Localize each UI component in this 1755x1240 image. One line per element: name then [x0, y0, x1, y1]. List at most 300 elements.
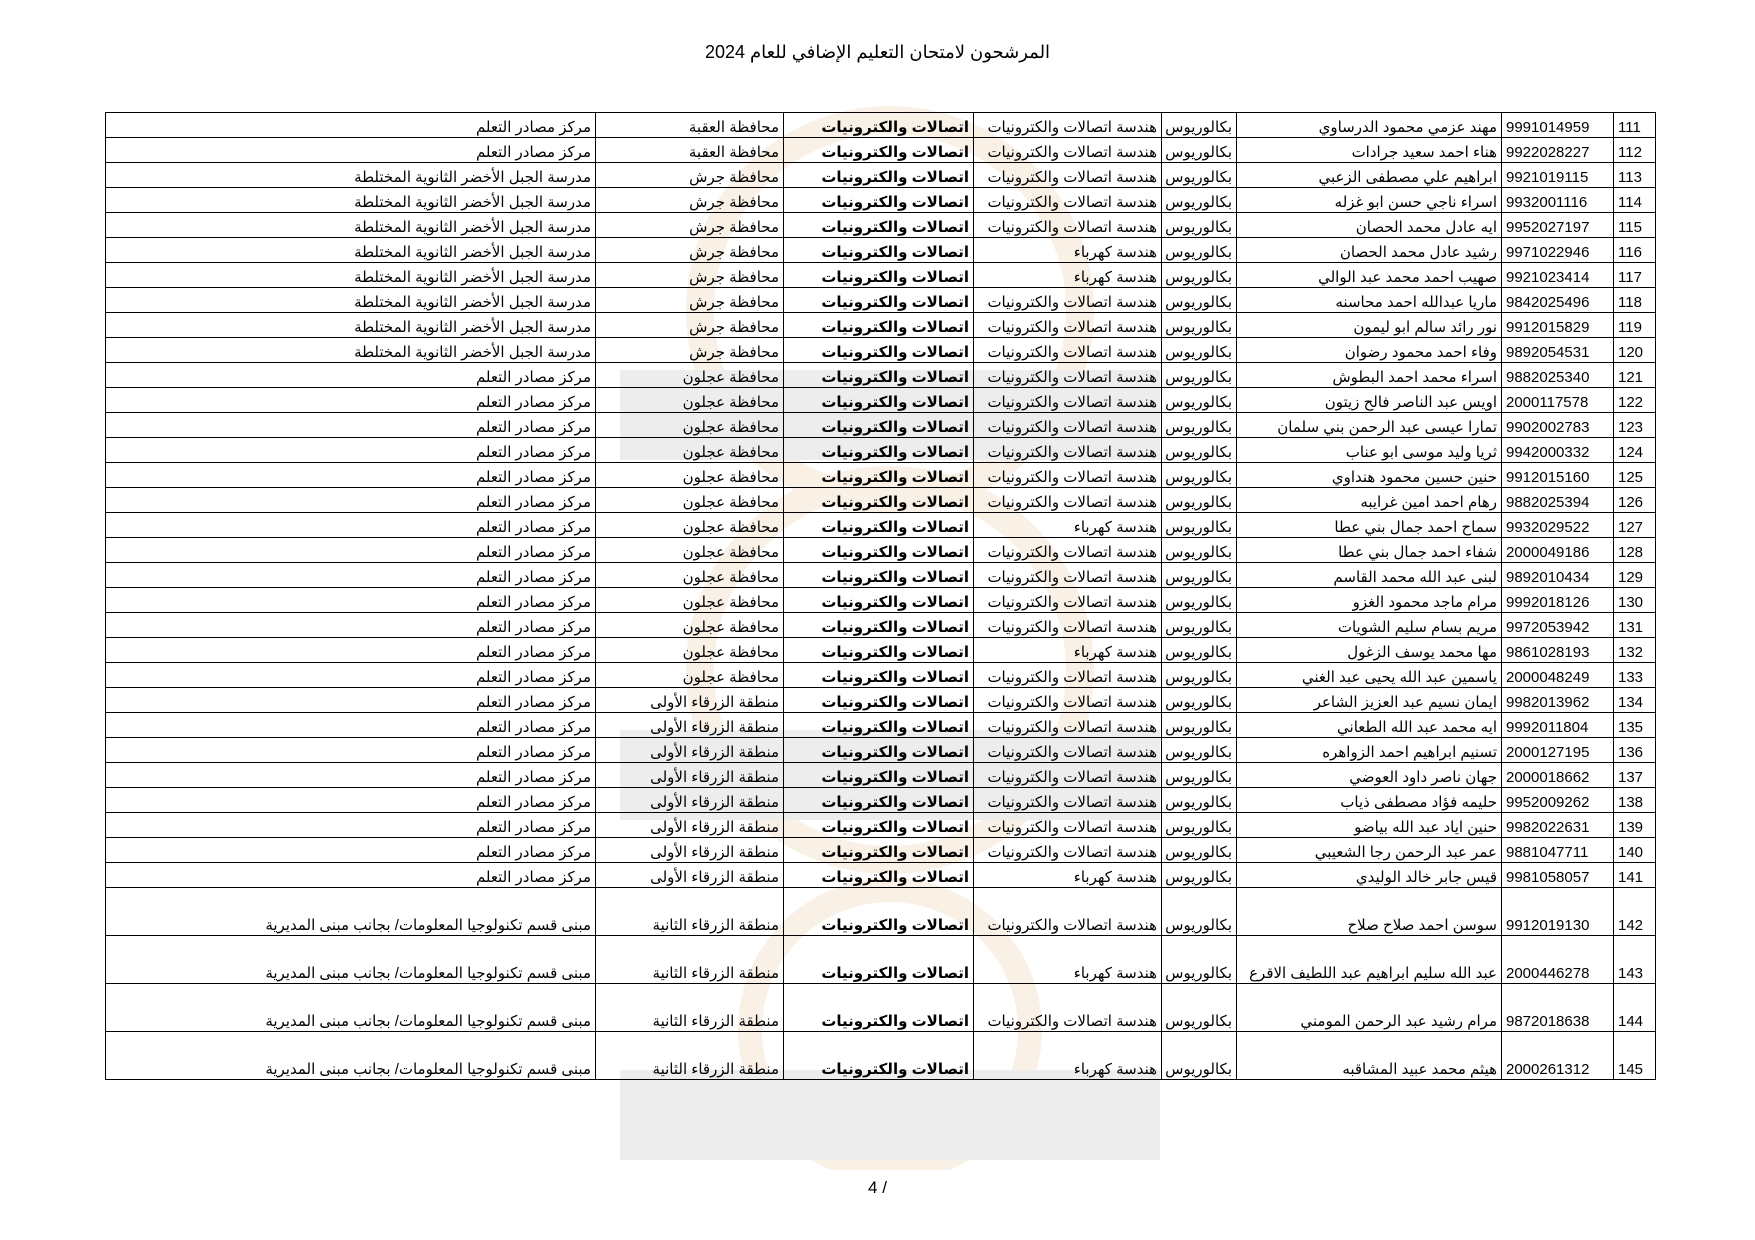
- exam-center-cell: مركز مصادر التعلم: [106, 513, 596, 538]
- exam-track-cell: اتصالات والكترونيات: [784, 188, 974, 213]
- candidate-name-cell: ثريا وليد موسى ابو عناب: [1237, 438, 1502, 463]
- degree-cell: بكالوريوس: [1162, 338, 1237, 363]
- degree-cell: بكالوريوس: [1162, 288, 1237, 313]
- table-row: [106, 388, 1656, 413]
- exam-center-cell: مركز مصادر التعلم: [106, 463, 596, 488]
- degree-cell: بكالوريوس: [1162, 984, 1237, 1032]
- degree-cell: بكالوريوس: [1162, 688, 1237, 713]
- exam-track-cell: اتصالات والكترونيات: [784, 838, 974, 863]
- table-row: [106, 688, 1656, 713]
- row-number-cell: 119: [1614, 313, 1656, 338]
- candidate-name-cell: اسراء ناجي حسن ابو غزله: [1237, 188, 1502, 213]
- directorate-cell: محافظة عجلون: [596, 563, 784, 588]
- table-row: [106, 438, 1656, 463]
- degree-cell: بكالوريوس: [1162, 788, 1237, 813]
- national-id-cell: 9942000332: [1502, 438, 1614, 463]
- table-row: [106, 588, 1656, 613]
- row-number-cell: 111: [1614, 113, 1656, 138]
- exam-track-cell: اتصالات والكترونيات: [784, 1032, 974, 1080]
- table-row: [106, 488, 1656, 513]
- table-row: [106, 238, 1656, 263]
- exam-center-cell: مدرسة الجبل الأخضر الثانوية المختلطة: [106, 163, 596, 188]
- candidate-name-cell: وفاء احمد محمود رضوان: [1237, 338, 1502, 363]
- specialization-cell: هندسة اتصالات والكترونيات: [974, 788, 1162, 813]
- specialization-cell: هندسة كهرباء: [974, 263, 1162, 288]
- candidate-name-cell: مهند عزمي محمود الدرساوي: [1237, 113, 1502, 138]
- national-id-cell: 9982013962: [1502, 688, 1614, 713]
- specialization-cell: هندسة اتصالات والكترونيات: [974, 738, 1162, 763]
- candidate-name-cell: ابراهيم علي مصطفى الزعبي: [1237, 163, 1502, 188]
- candidate-name-cell: هناء احمد سعيد جرادات: [1237, 138, 1502, 163]
- national-id-cell: 9892054531: [1502, 338, 1614, 363]
- specialization-cell: هندسة اتصالات والكترونيات: [974, 438, 1162, 463]
- national-id-cell: 9932001116: [1502, 188, 1614, 213]
- candidate-name-cell: اويس عبد الناصر فالح زيتون: [1237, 388, 1502, 413]
- directorate-cell: منطقة الزرقاء الأولى: [596, 838, 784, 863]
- specialization-cell: هندسة اتصالات والكترونيات: [974, 213, 1162, 238]
- table-row: [106, 788, 1656, 813]
- directorate-cell: محافظة العقبة: [596, 113, 784, 138]
- table-row: [106, 563, 1656, 588]
- table-row: [106, 838, 1656, 863]
- candidate-name-cell: تمارا عيسى عبد الرحمن بني سلمان: [1237, 413, 1502, 438]
- candidate-name-cell: قيس جابر خالد الوليدي: [1237, 863, 1502, 888]
- directorate-cell: محافظة جرش: [596, 263, 784, 288]
- table-row: [106, 638, 1656, 663]
- specialization-cell: هندسة كهرباء: [974, 638, 1162, 663]
- table-row: [106, 613, 1656, 638]
- candidate-name-cell: مرام ماجد محمود الغزو: [1237, 588, 1502, 613]
- specialization-cell: هندسة كهرباء: [974, 1032, 1162, 1080]
- degree-cell: بكالوريوس: [1162, 563, 1237, 588]
- table-row: [106, 363, 1656, 388]
- exam-center-cell: مركز مصادر التعلم: [106, 613, 596, 638]
- candidate-name-cell: جهان ناصر داود العوضي: [1237, 763, 1502, 788]
- exam-center-cell: مركز مصادر التعلم: [106, 588, 596, 613]
- degree-cell: بكالوريوس: [1162, 513, 1237, 538]
- candidate-name-cell: نور رائد سالم ابو ليمون: [1237, 313, 1502, 338]
- exam-track-cell: اتصالات والكترونيات: [784, 888, 974, 936]
- national-id-cell: 9892010434: [1502, 563, 1614, 588]
- directorate-cell: منطقة الزرقاء الأولى: [596, 713, 784, 738]
- directorate-cell: محافظة جرش: [596, 313, 784, 338]
- exam-center-cell: مدرسة الجبل الأخضر الثانوية المختلطة: [106, 238, 596, 263]
- directorate-cell: منطقة الزرقاء الثانية: [596, 888, 784, 936]
- national-id-cell: 9882025394: [1502, 488, 1614, 513]
- degree-cell: بكالوريوس: [1162, 163, 1237, 188]
- directorate-cell: محافظة عجلون: [596, 463, 784, 488]
- table-row: [106, 738, 1656, 763]
- table-row: [106, 338, 1656, 363]
- national-id-cell: 9952009262: [1502, 788, 1614, 813]
- directorate-cell: منطقة الزرقاء الأولى: [596, 788, 784, 813]
- table-row: [106, 663, 1656, 688]
- national-id-cell: 9902002783: [1502, 413, 1614, 438]
- table-row: [106, 138, 1656, 163]
- row-number-cell: 116: [1614, 238, 1656, 263]
- exam-track-cell: اتصالات والكترونيات: [784, 488, 974, 513]
- exam-track-cell: اتصالات والكترونيات: [784, 338, 974, 363]
- candidate-name-cell: عمر عبد الرحمن رجا الشعيبي: [1237, 838, 1502, 863]
- national-id-cell: 9992011804: [1502, 713, 1614, 738]
- table-row: [106, 984, 1656, 1032]
- degree-cell: بكالوريوس: [1162, 463, 1237, 488]
- national-id-cell: 9872018638: [1502, 984, 1614, 1032]
- exam-center-cell: مركز مصادر التعلم: [106, 538, 596, 563]
- candidate-name-cell: ماريا عبدالله احمد محاسنه: [1237, 288, 1502, 313]
- exam-track-cell: اتصالات والكترونيات: [784, 363, 974, 388]
- candidate-name-cell: حنين حسين محمود هنداوي: [1237, 463, 1502, 488]
- exam-center-cell: مدرسة الجبل الأخضر الثانوية المختلطة: [106, 188, 596, 213]
- exam-center-cell: مركز مصادر التعلم: [106, 838, 596, 863]
- degree-cell: بكالوريوس: [1162, 113, 1237, 138]
- row-number-cell: 125: [1614, 463, 1656, 488]
- degree-cell: بكالوريوس: [1162, 763, 1237, 788]
- degree-cell: بكالوريوس: [1162, 313, 1237, 338]
- candidate-name-cell: حليمه فؤاد مصطفى ذياب: [1237, 788, 1502, 813]
- row-number-cell: 145: [1614, 1032, 1656, 1080]
- national-id-cell: 9922028227: [1502, 138, 1614, 163]
- national-id-cell: 9912015160: [1502, 463, 1614, 488]
- candidate-name-cell: اسراء محمد احمد البطوش: [1237, 363, 1502, 388]
- table-row: [106, 763, 1656, 788]
- directorate-cell: محافظة عجلون: [596, 413, 784, 438]
- exam-track-cell: اتصالات والكترونيات: [784, 738, 974, 763]
- degree-cell: بكالوريوس: [1162, 713, 1237, 738]
- degree-cell: بكالوريوس: [1162, 213, 1237, 238]
- specialization-cell: هندسة اتصالات والكترونيات: [974, 688, 1162, 713]
- table-row: [106, 163, 1656, 188]
- national-id-cell: 2000049186: [1502, 538, 1614, 563]
- degree-cell: بكالوريوس: [1162, 863, 1237, 888]
- degree-cell: بكالوريوس: [1162, 238, 1237, 263]
- directorate-cell: محافظة جرش: [596, 238, 784, 263]
- specialization-cell: هندسة اتصالات والكترونيات: [974, 763, 1162, 788]
- national-id-cell: 2000446278: [1502, 936, 1614, 984]
- candidate-name-cell: هيثم محمد عبيد المشاقبه: [1237, 1032, 1502, 1080]
- degree-cell: بكالوريوس: [1162, 438, 1237, 463]
- row-number-cell: 133: [1614, 663, 1656, 688]
- row-number-cell: 129: [1614, 563, 1656, 588]
- candidate-name-cell: مريم بسام سليم الشويات: [1237, 613, 1502, 638]
- national-id-cell: 9992018126: [1502, 588, 1614, 613]
- row-number-cell: 122: [1614, 388, 1656, 413]
- row-number-cell: 126: [1614, 488, 1656, 513]
- candidate-name-cell: تسنيم ابراهيم احمد الزواهره: [1237, 738, 1502, 763]
- table-row: [106, 213, 1656, 238]
- degree-cell: بكالوريوس: [1162, 1032, 1237, 1080]
- candidates-table: [105, 112, 1656, 1080]
- degree-cell: بكالوريوس: [1162, 138, 1237, 163]
- row-number-cell: 121: [1614, 363, 1656, 388]
- candidate-name-cell: سوسن احمد صلاح صلاح: [1237, 888, 1502, 936]
- exam-center-cell: مركز مصادر التعلم: [106, 488, 596, 513]
- exam-track-cell: اتصالات والكترونيات: [784, 313, 974, 338]
- degree-cell: بكالوريوس: [1162, 363, 1237, 388]
- specialization-cell: هندسة اتصالات والكترونيات: [974, 463, 1162, 488]
- degree-cell: بكالوريوس: [1162, 263, 1237, 288]
- specialization-cell: هندسة اتصالات والكترونيات: [974, 488, 1162, 513]
- exam-center-cell: مدرسة الجبل الأخضر الثانوية المختلطة: [106, 263, 596, 288]
- specialization-cell: هندسة اتصالات والكترونيات: [974, 163, 1162, 188]
- exam-track-cell: اتصالات والكترونيات: [784, 588, 974, 613]
- national-id-cell: 9932029522: [1502, 513, 1614, 538]
- exam-center-cell: مركز مصادر التعلم: [106, 788, 596, 813]
- exam-track-cell: اتصالات والكترونيات: [784, 788, 974, 813]
- national-id-cell: 2000117578: [1502, 388, 1614, 413]
- row-number-cell: 130: [1614, 588, 1656, 613]
- exam-track-cell: اتصالات والكترونيات: [784, 113, 974, 138]
- exam-track-cell: اتصالات والكترونيات: [784, 613, 974, 638]
- table-row: [106, 936, 1656, 984]
- specialization-cell: هندسة اتصالات والكترونيات: [974, 538, 1162, 563]
- exam-center-cell: مركز مصادر التعلم: [106, 738, 596, 763]
- degree-cell: بكالوريوس: [1162, 488, 1237, 513]
- directorate-cell: محافظة عجلون: [596, 538, 784, 563]
- exam-center-cell: مبنى قسم تكنولوجيا المعلومات/ بجانب مبنى المديرية: [106, 984, 596, 1032]
- exam-center-cell: مركز مصادر التعلم: [106, 638, 596, 663]
- national-id-cell: 9981058057: [1502, 863, 1614, 888]
- specialization-cell: هندسة اتصالات والكترونيات: [974, 663, 1162, 688]
- degree-cell: بكالوريوس: [1162, 813, 1237, 838]
- exam-track-cell: اتصالات والكترونيات: [784, 463, 974, 488]
- degree-cell: بكالوريوس: [1162, 838, 1237, 863]
- row-number-cell: 127: [1614, 513, 1656, 538]
- exam-center-cell: مركز مصادر التعلم: [106, 388, 596, 413]
- exam-track-cell: اتصالات والكترونيات: [784, 984, 974, 1032]
- table-row: [106, 313, 1656, 338]
- exam-center-cell: مركز مصادر التعلم: [106, 663, 596, 688]
- specialization-cell: هندسة اتصالات والكترونيات: [974, 838, 1162, 863]
- degree-cell: بكالوريوس: [1162, 936, 1237, 984]
- exam-center-cell: مدرسة الجبل الأخضر الثانوية المختلطة: [106, 338, 596, 363]
- directorate-cell: محافظة عجلون: [596, 663, 784, 688]
- national-id-cell: 9912015829: [1502, 313, 1614, 338]
- national-id-cell: 9952027197: [1502, 213, 1614, 238]
- exam-center-cell: مدرسة الجبل الأخضر الثانوية المختلطة: [106, 313, 596, 338]
- specialization-cell: هندسة اتصالات والكترونيات: [974, 388, 1162, 413]
- exam-center-cell: مبنى قسم تكنولوجيا المعلومات/ بجانب مبنى المديرية: [106, 1032, 596, 1080]
- candidate-name-cell: رشيد عادل محمد الحصان: [1237, 238, 1502, 263]
- exam-track-cell: اتصالات والكترونيات: [784, 213, 974, 238]
- exam-track-cell: اتصالات والكترونيات: [784, 163, 974, 188]
- row-number-cell: 134: [1614, 688, 1656, 713]
- specialization-cell: هندسة اتصالات والكترونيات: [974, 188, 1162, 213]
- table-row: [106, 863, 1656, 888]
- directorate-cell: محافظة عجلون: [596, 588, 784, 613]
- directorate-cell: منطقة الزرقاء الأولى: [596, 688, 784, 713]
- specialization-cell: هندسة اتصالات والكترونيات: [974, 363, 1162, 388]
- national-id-cell: 9971022946: [1502, 238, 1614, 263]
- document-title: المرشحون لامتحان التعليم الإضافي للعام 2024: [704, 42, 1051, 62]
- national-id-cell: 2000048249: [1502, 663, 1614, 688]
- candidate-name-cell: حنين اياد عبد الله بياضو: [1237, 813, 1502, 838]
- exam-center-cell: مركز مصادر التعلم: [106, 363, 596, 388]
- directorate-cell: منطقة الزرقاء الأولى: [596, 763, 784, 788]
- directorate-cell: محافظة عجلون: [596, 488, 784, 513]
- row-number-cell: 123: [1614, 413, 1656, 438]
- national-id-cell: 2000018662: [1502, 763, 1614, 788]
- candidate-name-cell: عبد الله سليم ابراهيم عبد اللطيف الاقرع: [1237, 936, 1502, 984]
- directorate-cell: محافظة جرش: [596, 188, 784, 213]
- degree-cell: بكالوريوس: [1162, 888, 1237, 936]
- specialization-cell: هندسة اتصالات والكترونيات: [974, 888, 1162, 936]
- national-id-cell: 2000261312: [1502, 1032, 1614, 1080]
- candidate-name-cell: ايه عادل محمد الحصان: [1237, 213, 1502, 238]
- row-number-cell: 118: [1614, 288, 1656, 313]
- exam-track-cell: اتصالات والكترونيات: [784, 438, 974, 463]
- specialization-cell: هندسة اتصالات والكترونيات: [974, 138, 1162, 163]
- table-row: [106, 113, 1656, 138]
- row-number-cell: 141: [1614, 863, 1656, 888]
- degree-cell: بكالوريوس: [1162, 188, 1237, 213]
- page-number: 4 /: [868, 1178, 887, 1197]
- degree-cell: بكالوريوس: [1162, 588, 1237, 613]
- exam-track-cell: اتصالات والكترونيات: [784, 663, 974, 688]
- exam-center-cell: مركز مصادر التعلم: [106, 863, 596, 888]
- candidate-name-cell: مها محمد يوسف الزغول: [1237, 638, 1502, 663]
- directorate-cell: محافظة جرش: [596, 163, 784, 188]
- national-id-cell: 9912019130: [1502, 888, 1614, 936]
- specialization-cell: هندسة اتصالات والكترونيات: [974, 563, 1162, 588]
- directorate-cell: محافظة عجلون: [596, 638, 784, 663]
- national-id-cell: 9881047711: [1502, 838, 1614, 863]
- exam-track-cell: اتصالات والكترونيات: [784, 713, 974, 738]
- row-number-cell: 142: [1614, 888, 1656, 936]
- row-number-cell: 128: [1614, 538, 1656, 563]
- national-id-cell: 9921023414: [1502, 263, 1614, 288]
- national-id-cell: 9982022631: [1502, 813, 1614, 838]
- exam-center-cell: مدرسة الجبل الأخضر الثانوية المختلطة: [106, 213, 596, 238]
- specialization-cell: هندسة اتصالات والكترونيات: [974, 813, 1162, 838]
- table-row: [106, 188, 1656, 213]
- table-body: [106, 113, 1656, 1080]
- candidates-table-wrapper: [105, 112, 1655, 1080]
- exam-center-cell: مركز مصادر التعلم: [106, 563, 596, 588]
- row-number-cell: 135: [1614, 713, 1656, 738]
- exam-track-cell: اتصالات والكترونيات: [784, 563, 974, 588]
- row-number-cell: 124: [1614, 438, 1656, 463]
- specialization-cell: هندسة اتصالات والكترونيات: [974, 713, 1162, 738]
- degree-cell: بكالوريوس: [1162, 738, 1237, 763]
- exam-track-cell: اتصالات والكترونيات: [784, 688, 974, 713]
- exam-center-cell: مركز مصادر التعلم: [106, 763, 596, 788]
- directorate-cell: منطقة الزرقاء الثانية: [596, 936, 784, 984]
- table-row: [106, 288, 1656, 313]
- directorate-cell: محافظة جرش: [596, 288, 784, 313]
- directorate-cell: محافظة العقبة: [596, 138, 784, 163]
- exam-center-cell: مركز مصادر التعلم: [106, 413, 596, 438]
- row-number-cell: 137: [1614, 763, 1656, 788]
- directorate-cell: محافظة عجلون: [596, 388, 784, 413]
- degree-cell: بكالوريوس: [1162, 388, 1237, 413]
- exam-track-cell: اتصالات والكترونيات: [784, 538, 974, 563]
- exam-center-cell: مركز مصادر التعلم: [106, 138, 596, 163]
- national-id-cell: 2000127195: [1502, 738, 1614, 763]
- row-number-cell: 136: [1614, 738, 1656, 763]
- directorate-cell: محافظة جرش: [596, 213, 784, 238]
- directorate-cell: محافظة عجلون: [596, 438, 784, 463]
- row-number-cell: 143: [1614, 936, 1656, 984]
- row-number-cell: 140: [1614, 838, 1656, 863]
- national-id-cell: 9882025340: [1502, 363, 1614, 388]
- specialization-cell: هندسة اتصالات والكترونيات: [974, 613, 1162, 638]
- row-number-cell: 115: [1614, 213, 1656, 238]
- exam-track-cell: اتصالات والكترونيات: [784, 263, 974, 288]
- candidate-name-cell: صهيب احمد محمد عبد الوالي: [1237, 263, 1502, 288]
- table-row: [106, 888, 1656, 936]
- national-id-cell: 9991014959: [1502, 113, 1614, 138]
- degree-cell: بكالوريوس: [1162, 613, 1237, 638]
- exam-track-cell: اتصالات والكترونيات: [784, 513, 974, 538]
- exam-track-cell: اتصالات والكترونيات: [784, 288, 974, 313]
- candidate-name-cell: ياسمين عبد الله يحيى عبد الغني: [1237, 663, 1502, 688]
- exam-center-cell: مبنى قسم تكنولوجيا المعلومات/ بجانب مبنى المديرية: [106, 936, 596, 984]
- candidate-name-cell: مرام رشيد عبد الرحمن المومني: [1237, 984, 1502, 1032]
- row-number-cell: 120: [1614, 338, 1656, 363]
- specialization-cell: هندسة كهرباء: [974, 863, 1162, 888]
- table-row: [106, 513, 1656, 538]
- row-number-cell: 138: [1614, 788, 1656, 813]
- specialization-cell: هندسة اتصالات والكترونيات: [974, 338, 1162, 363]
- specialization-cell: هندسة كهرباء: [974, 238, 1162, 263]
- directorate-cell: منطقة الزرقاء الثانية: [596, 1032, 784, 1080]
- table-row: [106, 463, 1656, 488]
- exam-center-cell: مدرسة الجبل الأخضر الثانوية المختلطة: [106, 288, 596, 313]
- table-row: [106, 813, 1656, 838]
- exam-center-cell: مركز مصادر التعلم: [106, 688, 596, 713]
- specialization-cell: هندسة اتصالات والكترونيات: [974, 313, 1162, 338]
- directorate-cell: محافظة جرش: [596, 338, 784, 363]
- row-number-cell: 113: [1614, 163, 1656, 188]
- specialization-cell: هندسة كهرباء: [974, 936, 1162, 984]
- directorate-cell: منطقة الزرقاء الأولى: [596, 738, 784, 763]
- row-number-cell: 112: [1614, 138, 1656, 163]
- row-number-cell: 144: [1614, 984, 1656, 1032]
- specialization-cell: هندسة كهرباء: [974, 513, 1162, 538]
- exam-track-cell: اتصالات والكترونيات: [784, 413, 974, 438]
- row-number-cell: 131: [1614, 613, 1656, 638]
- table-row: [106, 413, 1656, 438]
- specialization-cell: هندسة اتصالات والكترونيات: [974, 288, 1162, 313]
- specialization-cell: هندسة اتصالات والكترونيات: [974, 113, 1162, 138]
- exam-center-cell: مركز مصادر التعلم: [106, 713, 596, 738]
- row-number-cell: 114: [1614, 188, 1656, 213]
- national-id-cell: 9921019115: [1502, 163, 1614, 188]
- national-id-cell: 9842025496: [1502, 288, 1614, 313]
- row-number-cell: 139: [1614, 813, 1656, 838]
- exam-track-cell: اتصالات والكترونيات: [784, 638, 974, 663]
- directorate-cell: محافظة عجلون: [596, 513, 784, 538]
- exam-track-cell: اتصالات والكترونيات: [784, 863, 974, 888]
- candidate-name-cell: سماح احمد جمال بني عطا: [1237, 513, 1502, 538]
- exam-track-cell: اتصالات والكترونيات: [784, 813, 974, 838]
- candidate-name-cell: لبنى عبد الله محمد القاسم: [1237, 563, 1502, 588]
- degree-cell: بكالوريوس: [1162, 538, 1237, 563]
- directorate-cell: منطقة الزرقاء الثانية: [596, 984, 784, 1032]
- specialization-cell: هندسة اتصالات والكترونيات: [974, 588, 1162, 613]
- national-id-cell: 9861028193: [1502, 638, 1614, 663]
- degree-cell: بكالوريوس: [1162, 413, 1237, 438]
- directorate-cell: منطقة الزرقاء الأولى: [596, 863, 784, 888]
- degree-cell: بكالوريوس: [1162, 663, 1237, 688]
- specialization-cell: هندسة اتصالات والكترونيات: [974, 413, 1162, 438]
- exam-track-cell: اتصالات والكترونيات: [784, 238, 974, 263]
- exam-center-cell: مركز مصادر التعلم: [106, 113, 596, 138]
- specialization-cell: هندسة اتصالات والكترونيات: [974, 984, 1162, 1032]
- exam-center-cell: مركز مصادر التعلم: [106, 813, 596, 838]
- candidate-name-cell: شفاء احمد جمال بني عطا: [1237, 538, 1502, 563]
